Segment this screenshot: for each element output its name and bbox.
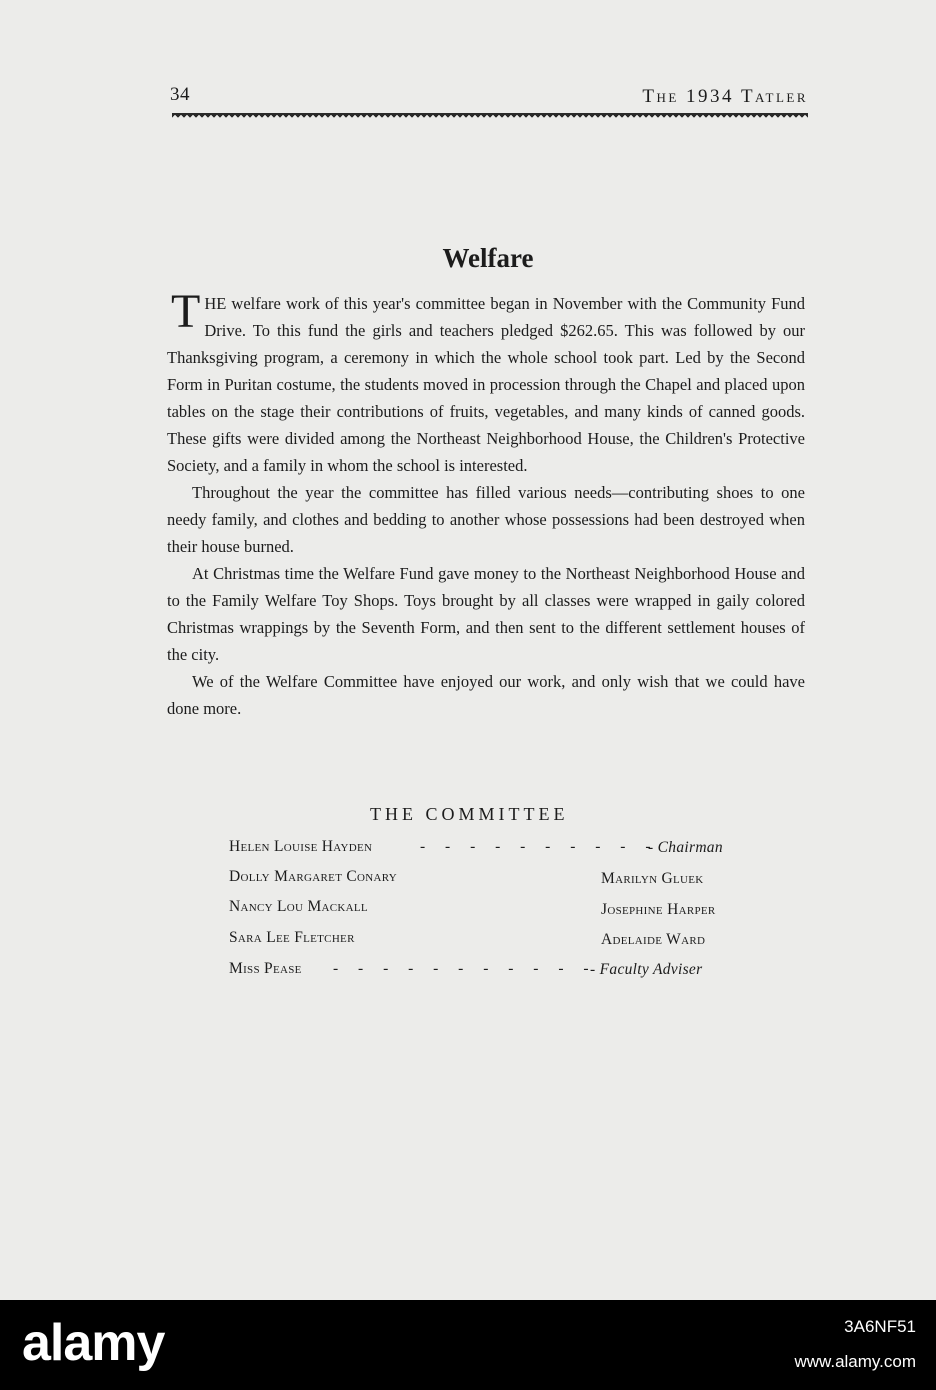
adviser-leader-dashes: - - - - - - - - - - - bbox=[333, 960, 597, 977]
brand-logo: alamy bbox=[22, 1314, 165, 1372]
chairman-name: Helen Louise Hayden bbox=[229, 838, 373, 855]
committee-member: Adelaide Ward bbox=[601, 931, 706, 948]
paragraph-1-text: HE welfare work of this year's committee began in November with the Community Fund Drive. To this fund the girls and teachers pledged $262.65. This was followed by our Thanksgiving program, a ceremony in which the whole school took part. Led by the Second Form in Puritan costume, the students moved in procession through the Chapel and placed upon tables on the stage their contributions of fruits, vegetables, and many kinds of canned goods. These gifts were divided among the Northeast Neighborhood House, the Children's Protective Society, and a family in whom the school is interested. bbox=[167, 294, 805, 475]
committee-heading: THE COMMITTEE bbox=[370, 804, 569, 824]
page-number: 34 bbox=[170, 84, 190, 105]
ornamental-rule bbox=[172, 113, 808, 121]
paragraph-4: We of the Welfare Committee have enjoyed our work, and only wish that we could have done more. bbox=[167, 672, 805, 718]
article-title: Welfare bbox=[442, 243, 534, 273]
running-head-title: The 1934 Tatler bbox=[642, 86, 808, 107]
adviser-role: - Faculty Adviser bbox=[590, 961, 703, 978]
article-body bbox=[167, 285, 805, 722]
drop-cap: T bbox=[171, 285, 201, 338]
committee-member: Dolly Margaret Conary bbox=[229, 868, 398, 885]
paragraph-1 bbox=[167, 285, 805, 479]
paragraph-2: Throughout the year the committee has filled various needs—contributing shoes to one needy family, and clothes and bedding to another whose possessions had been destroyed when their house burned. bbox=[167, 483, 805, 556]
committee-member: Marilyn Gluek bbox=[601, 870, 704, 887]
committee-member: Nancy Lou Mackall bbox=[229, 898, 368, 915]
committee-member: Sara Lee Fletcher bbox=[229, 929, 355, 946]
adviser-name: Miss Pease bbox=[229, 960, 302, 977]
committee-member: Josephine Harper bbox=[601, 901, 716, 918]
chairman-role: - Chairman bbox=[648, 839, 723, 856]
chairman-leader-dashes: - - - - - - - - - - bbox=[420, 838, 659, 855]
paragraph-3: At Christmas time the Welfare Fund gave money to the Northeast Neighborhood House and to the Family Welfare Toy Shops. Toys brought by all classes were wrapped in gaily colored Christmas wrappings by the Seventh Form, and then sent to the different settlement houses of the city. bbox=[167, 564, 805, 664]
image-id: 3A6NF51 bbox=[844, 1317, 916, 1336]
source-url: www.alamy.com bbox=[794, 1352, 916, 1371]
